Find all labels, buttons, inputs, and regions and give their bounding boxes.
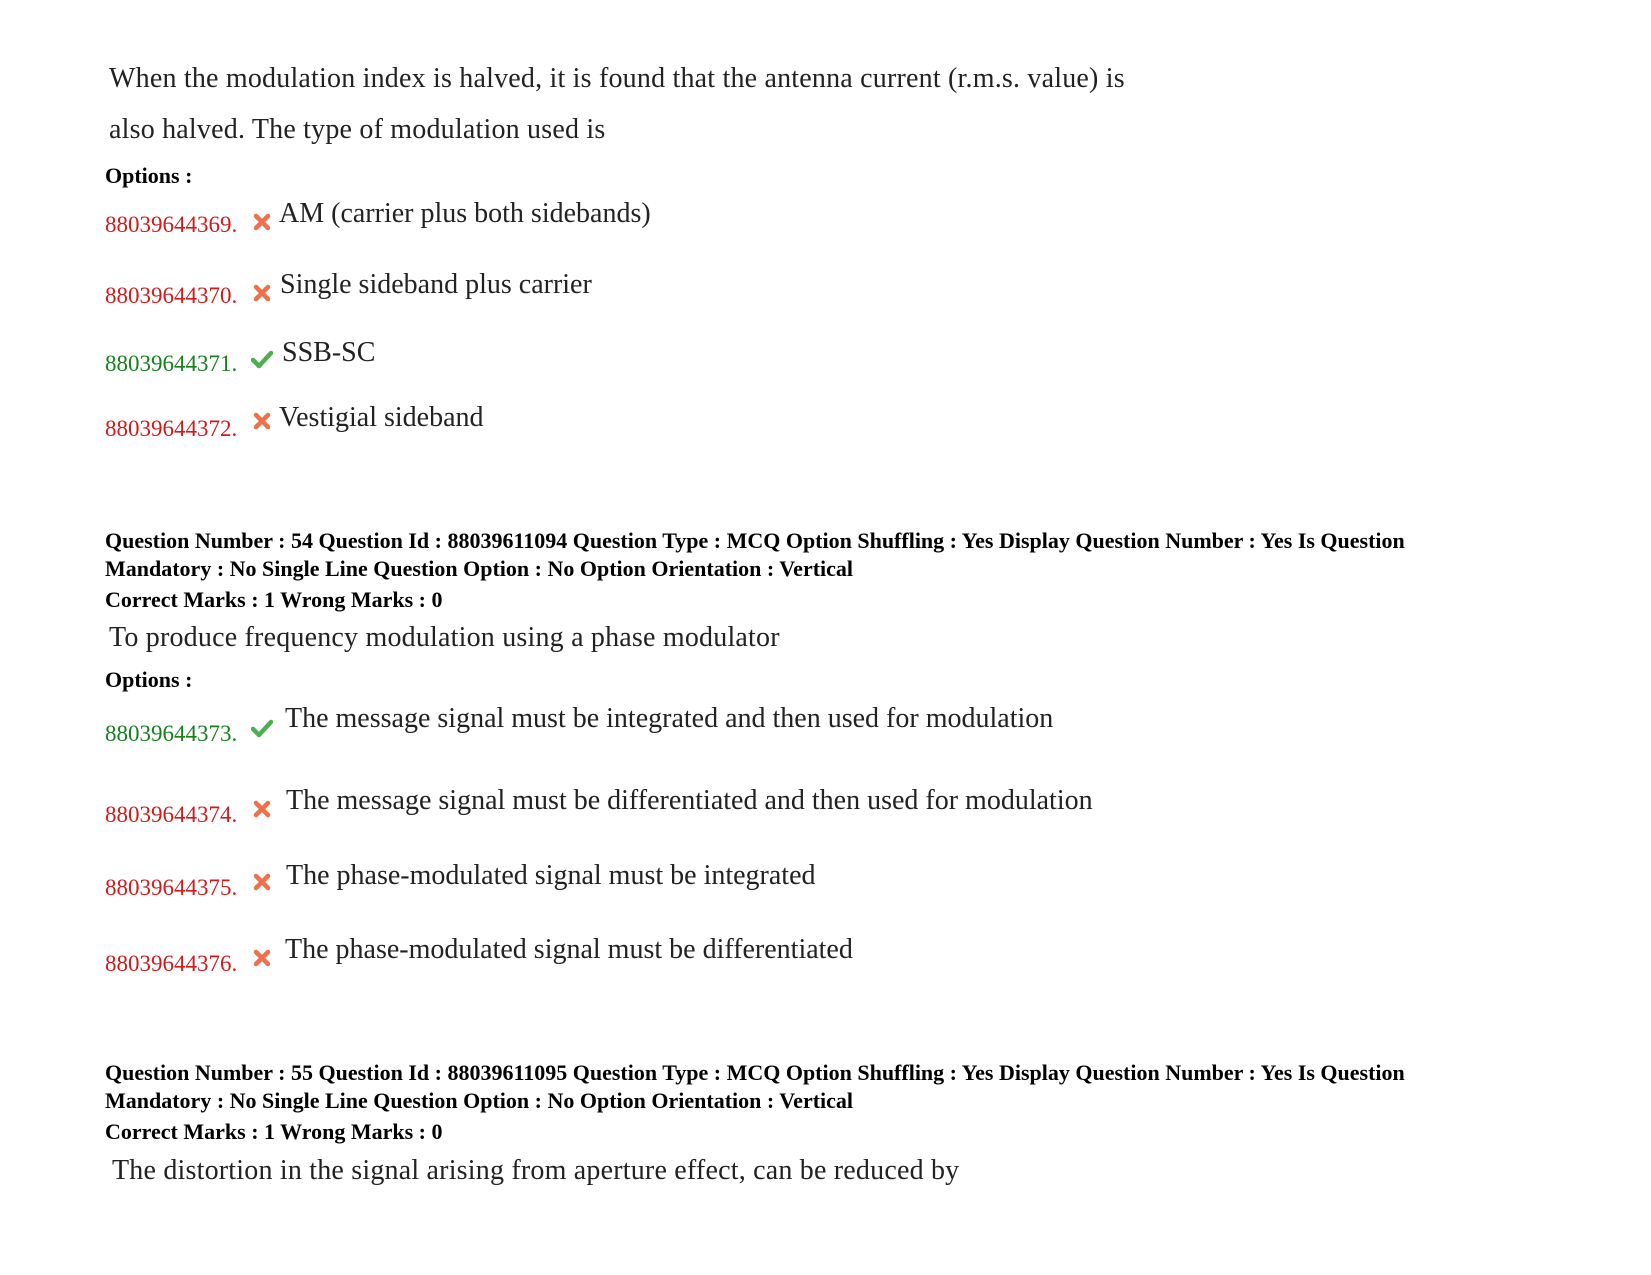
option-id: 88039644375. <box>105 875 238 900</box>
cross-icon <box>251 871 273 893</box>
question-text-line: also halved. The type of modulation used is <box>109 114 606 145</box>
question-meta-line: Question Number : 54 Question Id : 88039611094 Question Type : MCQ Option Shuffling : Yes Display Question Number : Yes Is Question <box>105 528 1405 553</box>
option-id: 88039644376. <box>105 951 238 976</box>
option-id: 88039644372. <box>105 416 238 441</box>
marks-line: Correct Marks : 1 Wrong Marks : 0 <box>105 587 443 612</box>
check-icon <box>251 717 273 739</box>
options-label: Options : <box>105 667 193 692</box>
option-text: AM (carrier plus both sidebands) <box>279 198 651 229</box>
question-text: To produce frequency modulation using a phase modulator <box>109 622 780 653</box>
option-id: 88039644374. <box>105 802 238 827</box>
cross-icon <box>251 410 273 432</box>
option-id: 88039644371. <box>105 351 238 376</box>
option-text: Vestigial sideband <box>279 402 484 433</box>
question-text: The distortion in the signal arising from aperture effect, can be reduced by <box>112 1155 960 1186</box>
option-text: SSB-SC <box>282 337 376 368</box>
options-label: Options : <box>105 163 193 188</box>
question-meta-line: Mandatory : No Single Line Question Option : No Option Orientation : Vertical <box>105 1088 854 1113</box>
question-meta-line: Question Number : 55 Question Id : 88039611095 Question Type : MCQ Option Shuffling : Yes Display Question Number : Yes Is Question <box>105 1060 1405 1085</box>
option-id: 88039644373. <box>105 721 238 746</box>
cross-icon <box>251 211 273 233</box>
cross-icon <box>251 947 273 969</box>
option-text: Single sideband plus carrier <box>280 269 592 300</box>
question-meta <box>105 527 1605 583</box>
cross-icon <box>251 798 273 820</box>
question-text-line: When the modulation index is halved, it is found that the antenna current (r.m.s. value) is <box>109 63 1125 94</box>
option-text: The phase-modulated signal must be integrated <box>286 860 816 891</box>
option-id: 88039644369. <box>105 212 238 237</box>
option-text: The message signal must be differentiated and then used for modulation <box>286 785 1093 816</box>
cross-icon <box>251 282 273 304</box>
check-icon <box>251 348 273 370</box>
option-text: The phase-modulated signal must be differentiated <box>285 934 853 965</box>
option-id: 88039644370. <box>105 283 238 308</box>
option-text: The message signal must be integrated and then used for modulation <box>285 703 1054 734</box>
question-meta <box>105 1059 1605 1115</box>
marks-line: Correct Marks : 1 Wrong Marks : 0 <box>105 1119 443 1144</box>
question-meta-line: Mandatory : No Single Line Question Option : No Option Orientation : Vertical <box>105 556 854 581</box>
